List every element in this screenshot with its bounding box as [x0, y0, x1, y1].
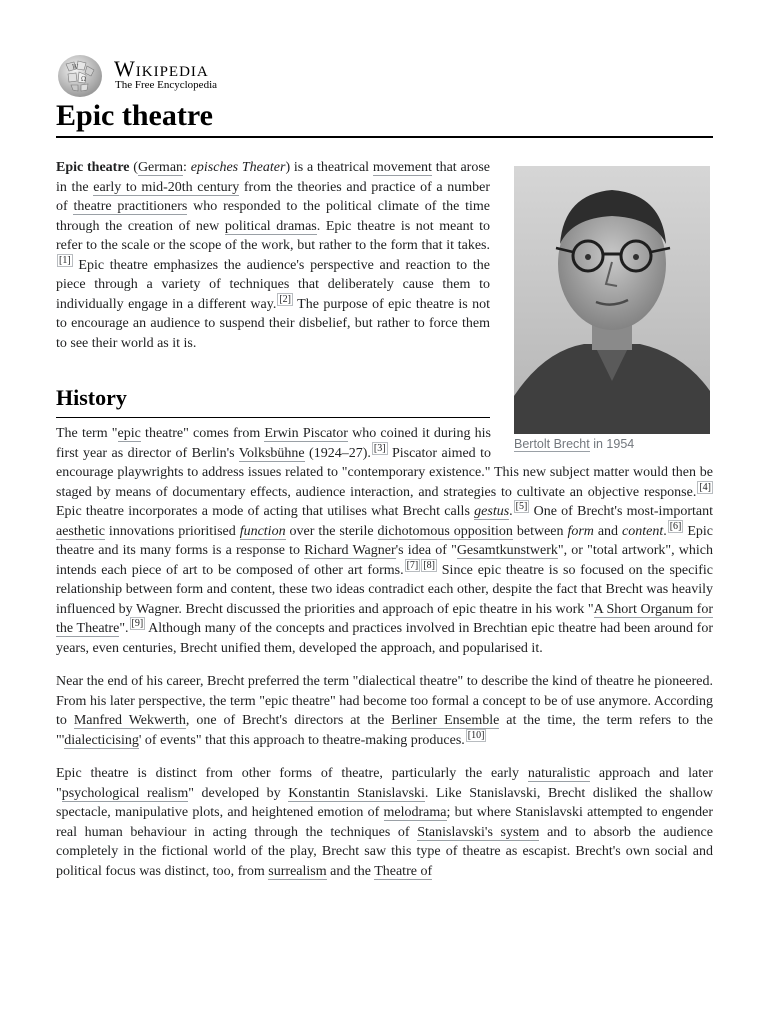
figure-spacer: [491, 424, 713, 458]
text: from the theories and practice of a number of: [56, 179, 490, 214]
link-richard-wagner[interactable]: Richard Wagner: [304, 543, 396, 558]
wikipedia-globe-icon[interactable]: [56, 54, 104, 98]
link-german[interactable]: German: [137, 160, 184, 175]
text: who coined it during his first year as director of Berlin's: [56, 426, 491, 461]
link-berliner-ensemble[interactable]: Berliner Ensemble: [391, 713, 500, 728]
text: that arose in the: [56, 160, 491, 195]
text: and: [593, 523, 622, 539]
reference-7[interactable]: [7]: [406, 559, 419, 571]
text: Piscator aimed to encourage playwrights to address issues related to "contemporary existence." This new subject matter would then be staged by means of documentary effects, audience interaction, and strategies to cultivate an objective response.: [56, 445, 713, 500]
link-short-organum[interactable]: A Short Organum for the Theatre: [56, 601, 714, 636]
text: Epic theatre emphasizes the audience's perspective and reaction to the piece through a variety of techniques that deliberately cause them to individually engage in a different way.: [56, 257, 490, 312]
text: . Like Stanislavski, Brecht disliked the shallow spectacle, manipulative plots, and heightened emotion of: [56, 785, 713, 820]
intro-paragraph: [56, 158, 490, 353]
text: ' of events" that this approach to theatre-making produces.: [138, 732, 465, 748]
text: :: [183, 160, 191, 175]
site-header[interactable]: [56, 54, 356, 98]
link-gesamtkunstwerk[interactable]: Gesamtkunstwerk: [456, 543, 558, 558]
history-paragraph-2: [56, 672, 713, 750]
text: ; but where Stanislavski attempted to engender real human behaviour in acting through the techniques of: [56, 805, 714, 840]
text: . Epic theatre is not meant to refer to the scale or the scope of the work, but rather to the form that it takes.: [56, 218, 490, 253]
text: (1924–27).: [304, 445, 371, 461]
page-title: Epic theatre: [56, 96, 713, 138]
text: ".: [119, 621, 129, 636]
site-wordmark[interactable]: Wikipedia: [114, 56, 209, 81]
link-early-20th-century[interactable]: early to mid-20th century: [93, 179, 240, 195]
history-paragraph-1: [56, 424, 713, 658]
text: and to absorb the audience completely in the fictional world of the play, Brecht saw this type of theatre as escapist. Brecht's own social and political focus was distinct, too, from: [56, 824, 713, 879]
reference-1[interactable]: [1]: [59, 254, 71, 266]
text: innovations prioritised: [104, 523, 240, 539]
text: Although many of the concepts and practices involved in Brechtian epic theatre had been around for years, even centuries, Brecht unified them, developed the approach, and popularised it.: [56, 621, 713, 656]
reference-2[interactable]: [2]: [279, 293, 291, 305]
link-konstantin-stanislavski[interactable]: Konstantin Stanislavski: [288, 785, 425, 801]
link-psychological-realism[interactable]: psychological realism: [61, 785, 189, 801]
link-stanislavski-system[interactable]: Stanislavski's system: [417, 824, 540, 840]
text: " developed by: [188, 785, 289, 801]
link-melodrama[interactable]: melodrama: [383, 805, 447, 820]
text: approach and later ": [56, 766, 714, 801]
caption-text: in 1954: [589, 437, 635, 451]
text: Epic theatre is distinct from other forms of theatre, particularly the early: [56, 766, 528, 781]
text: (: [129, 160, 138, 175]
reference-8[interactable]: [8]: [423, 559, 435, 571]
link-theatre-practitioners[interactable]: theatre practitioners: [73, 199, 188, 214]
link-political-dramas[interactable]: political dramas: [224, 218, 317, 234]
reference-10[interactable]: [10]: [467, 729, 485, 741]
text: , one of Brecht's directors at the: [185, 713, 392, 728]
link-dialecticising[interactable]: dialecticising: [64, 732, 139, 748]
reference-4[interactable]: [4]: [699, 481, 711, 493]
reference-5[interactable]: [5]: [515, 501, 528, 513]
link-naturalistic[interactable]: naturalistic: [527, 766, 591, 781]
text: between: [512, 523, 568, 539]
link-gestus[interactable]: gestus: [474, 504, 510, 519]
reference-9[interactable]: [9]: [131, 618, 144, 630]
svg-text:Ω: Ω: [81, 76, 86, 83]
reference-3[interactable]: [3]: [373, 442, 386, 454]
link-theatre-of[interactable]: Theatre of: [374, 863, 433, 879]
link-volksbuhne[interactable]: Volksbühne: [238, 445, 305, 461]
text: Near the end of his career, Brecht preferred the term "dialectical theatre" to describe the kind of theatre he pioneered. From his later perspective, the term "epic theatre" had become too formal a concept to be of use anymore. According to: [56, 674, 713, 728]
text: theatre" comes from: [140, 426, 265, 441]
text: over the sterile: [285, 523, 378, 539]
text: Epic theatre and its many forms is a response to: [56, 523, 713, 558]
link-aesthetic[interactable]: aesthetic: [56, 523, 105, 539]
link-epic[interactable]: epic: [117, 426, 141, 441]
text: and the: [326, 863, 375, 879]
link-erwin-piscator[interactable]: Erwin Piscator: [264, 426, 348, 441]
history-paragraph-3: [56, 764, 713, 881]
text: 's idea of ": [395, 543, 457, 558]
link-function[interactable]: function: [239, 523, 286, 539]
text: The purpose of epic theatre is not to encourage an audience to suspend their disbelief, but rather to force them to see their world as it is.: [56, 296, 490, 351]
text: at the time, the term refers to the "': [56, 713, 713, 748]
german-term: episches Theater: [190, 160, 286, 175]
link-movement[interactable]: movement: [372, 160, 432, 175]
text: ", or "total artwork", which intends each piece of art to be composed of other art forms.: [56, 543, 714, 578]
caption-link[interactable]: Bertolt Brecht: [514, 437, 590, 451]
text: One of Brecht's most-important: [529, 504, 713, 519]
section-heading-history: History: [56, 383, 490, 418]
link-dichotomous-opposition[interactable]: dichotomous opposition: [377, 523, 513, 539]
reference-6[interactable]: [6]: [669, 520, 682, 532]
text: who responded to the political climate of the time through the creation of new: [56, 199, 490, 234]
text: The term ": [56, 426, 118, 441]
text: Epic theatre incorporates a mode of acting that utilises what Brecht calls: [56, 504, 475, 519]
lead-term: Epic theatre: [56, 160, 130, 175]
article-body: [56, 158, 713, 895]
site-tagline: The Free Encyclopedia: [115, 79, 218, 91]
svg-text:W: W: [72, 64, 79, 71]
text: .: [663, 523, 667, 539]
text: ) is a theatrical: [285, 160, 373, 175]
text: Since epic theatre is so focused on the specific relationship between form and content, these two ideas contradict each other, despite the fact that Brecht was heavily influenced by Wagner. Brecht discussed the priorities and approach of epic theatre in his work ": [56, 562, 713, 617]
term-content: content: [622, 523, 664, 539]
link-manfred-wekwerth[interactable]: Manfred Wekwerth: [73, 713, 186, 728]
link-surrealism[interactable]: surrealism: [268, 863, 327, 879]
text: .: [509, 504, 513, 519]
term-form: form: [567, 523, 594, 539]
